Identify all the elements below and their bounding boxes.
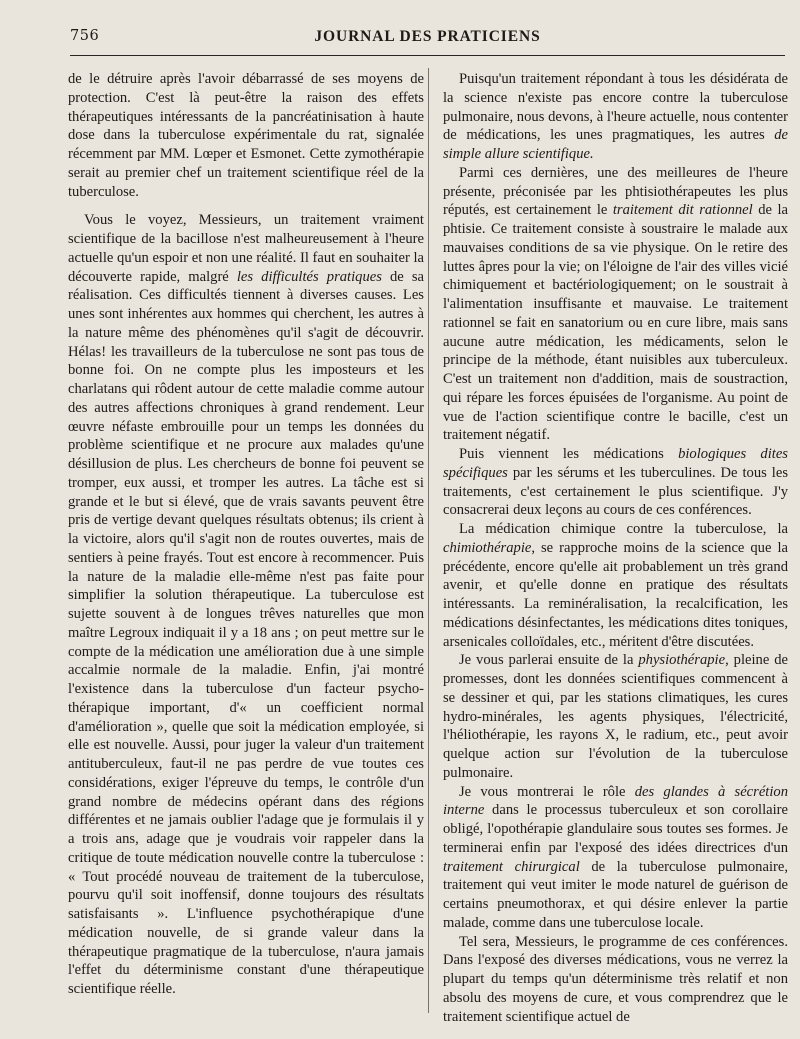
paragraph-text: , pleine de promesses, dont les données scientifiques commencent à se dessiner et qui, par les stations climatiques, les cures hydro-minérales, les agents physiques, l'électricité, l'héliothérapie, les rayons X, le radium, etc., peut avoir quelque action sur l'évolution de la tuberculose pulmonaire. <box>443 652 788 781</box>
italic-text: traitement chirurgical <box>443 858 580 875</box>
italic-text: de simple allure scientifique. <box>443 127 788 162</box>
paragraph-text: par les sérums et les tuberculines. De tous les traitements, c'est certainement le plus scientifique. J'y consacrerai deux leçons au cours de ces conférences. <box>443 464 788 519</box>
paragraph-text: Vous le voyez, Messieurs, un traitement vraiment scientifique de la bacillose n'est malheureusement à l'heure actuelle qu'un espoir et non une réalité. Il faut en souhaiter la découverte rapide, malgré <box>68 212 424 285</box>
paragraph <box>68 70 424 201</box>
left-column <box>68 70 424 999</box>
paragraph-text: dans le processus tuberculeux et son corollaire obligé, l'opothérapie glandulaire sous toutes ses formes. Je terminerai enfin par l'exposé des idées directrices d'un <box>443 802 788 856</box>
paragraph-text: Je vous parlerai ensuite de la <box>459 652 639 669</box>
right-column <box>443 70 788 1026</box>
paragraph-text: de sa réalisation. Ces difficultés tiennent à diverses causes. Les unes sont inhérentes aux hommes qui cherchent, les autres à la nature même des phénomènes qu'il s'agit de découvrir. Hélas! les travailleurs de la tuberculose ne sont pas tous de bonne foi. On ne compte plus les imposteurs et les charlatans qui rôdent autour de cette maladie comme autour des autres affections chroniques à grand rendement. Leur œuvre néfaste embrouille pour un temps les données du problème scientifique et ne procure aux malades qu'une désillusion de plus. Les chercheurs de bonne foi peuvent se tromper, eux aussi, et tromper les autres. La tâche est si grande et le but si élevé, que de vrais savants peuvent être pris de vertige devant quelques résultats obtenus; ils crient à la victoire, alors qu'il s'agit non de routes ouvertes, mais de sentiers à peine frayés. Tout est encore à recommencer. Puis la nature de la maladie elle-même n'est pas faite pour simplifier la solution thérapeutique. La tuberculose est sujette souvent à de longues trêves naturelles que mon maître Legroux indiquait il y a 18 ans ; on peut mettre sur le compte de la médication une amélioration due à une simple accalmie normale de la maladie. Enfin, j'ai montré l'existence dans la tuberculose d'un facteur psycho-thérapique important, d'« un coefficient normal d'amélioration », quelle que soit la médication employée, si elle est nouvelle. Aussi, pour juger la valeur d'un traitement antituberculeux, faut-il ne pas perdre de vue toutes ces considérations, exiger l'épreuve du temps, le contrôle d'un grand nombre de médecins opérant dans des régions différentes et ne jamais oublier l'adage que je formulais il y a trois ans, adage que je voudrais voir rappeler dans la critique de toute médication nouvelle contre la tuberculose : « Tout procédé nouveau de traitement de la tuberculose, pourvu qu'il soit inoffensif, donne toujours des résultats satisfaisants ». L'influence psychothérapique d'une médication nouvelle, de si grande valeur dans la thérapeutique pragmatique de la tuberculose, n'aura jamais l'effet du déterminisme constant d'une thérapeutique scientifique réelle. <box>68 268 424 997</box>
paragraph-text: Puisqu'un traitement répondant à tous les désidérata de la science n'existe pas encore contre la tuberculose pulmonaire, nous devons, à l'heure actuelle, nous contenter de médications, les unes pragmatiques, les autres <box>443 71 788 144</box>
page-header <box>70 28 785 52</box>
paragraph <box>443 164 788 445</box>
paragraph-text: de le détruire après l'avoir débarrassé de ses moyens de protection. C'est là peut-être la raison des effets thérapeutiques intéressants de la pancréatinisation à haute dose dans la tuberculose expérimentale du rat, signalée récemment par MM. Lœper et Esmonet. Cette zymothérapie serait au premier chef un traitement scientifique réel de la tuberculose. <box>68 71 424 200</box>
paragraph-text: Parmi ces dernières, une des meilleures de l'heure présente, préconisée par les phtisiothérapeutes les plus réputés, est certainement le <box>443 164 788 219</box>
paragraph <box>443 70 788 164</box>
paragraph <box>443 651 788 782</box>
italic-text: traitement dit rationnel <box>612 202 753 219</box>
paragraph-text: Je vous montrerai le rôle <box>459 783 635 800</box>
paragraph-text: , se rapproche moins de la science que la précédente, encore qu'elle ait probablement un très grand avenir, et qu'elle donne en pratique des résultats intéressants. La reminéralisation, la recalcification, les médications désinfectantes, les médications dites toniques, arsenicales colloïdales, etc., méritent d'être discutées. <box>443 539 788 650</box>
page-number: 756 <box>70 28 100 44</box>
paragraph-text: de la phtisie. Ce traitement consiste à soustraire le malade aux mauvaises conditions de sa vie physique. On le retire des luttes âpres pour la vie; on l'éloigne de l'air des villes vicié chimiquement et bactériologiquement; on le soustrait à l'alimentation insuffisante et mauvaise. Le traitement rationnel se fait en sanatorium ou en cure libre, mais sans aucune autre médication, les médicaments, selon le principe de la méthode, étant nuisibles aux tuberculeux. C'est un traitement non d'addition, mais de soustraction, qui répare les forces épuisées de l'organisme. Au point de vue de l'action scientifique contre le bacille, c'est un traitement négatif. <box>443 202 788 444</box>
italic-text: chimiothérapie <box>443 539 532 556</box>
italic-text: les difficultés pratiques <box>236 268 382 285</box>
italic-text: biologiques dites spécifiques <box>443 446 788 481</box>
header-rule <box>70 55 785 56</box>
paragraph <box>68 211 424 999</box>
paragraph-text: Tel sera, Messieurs, le programme de ces conférences. Dans l'exposé des diverses médications, vous ne verrez la plupart du temps qu'un déterminisme très relatif et non absolu des moyens de cure, et vous comprendrez que le traitement scientifique actuel de <box>443 933 788 1025</box>
column-divider <box>428 68 429 1013</box>
paragraph <box>443 783 788 933</box>
paragraph <box>443 933 788 1027</box>
italic-text: des glandes à sécrétion interne <box>443 783 789 819</box>
paragraph-text: de la tuberculose pulmonaire, traitement qui veut imiter le mode naturel de guérison de certains pneumothorax, et qui désire enlever la partie malade, comme dans une tuberculose locale. <box>443 858 788 931</box>
paragraph <box>443 520 788 651</box>
italic-text: physiothérapie <box>638 652 726 669</box>
journal-title: JOURNAL DES PRATICIENS <box>314 28 541 45</box>
paragraph-text: La médication chimique contre la tuberculose, la <box>459 521 788 537</box>
paragraph <box>443 445 788 520</box>
paragraph-text: Puis viennent les médications <box>459 446 679 462</box>
